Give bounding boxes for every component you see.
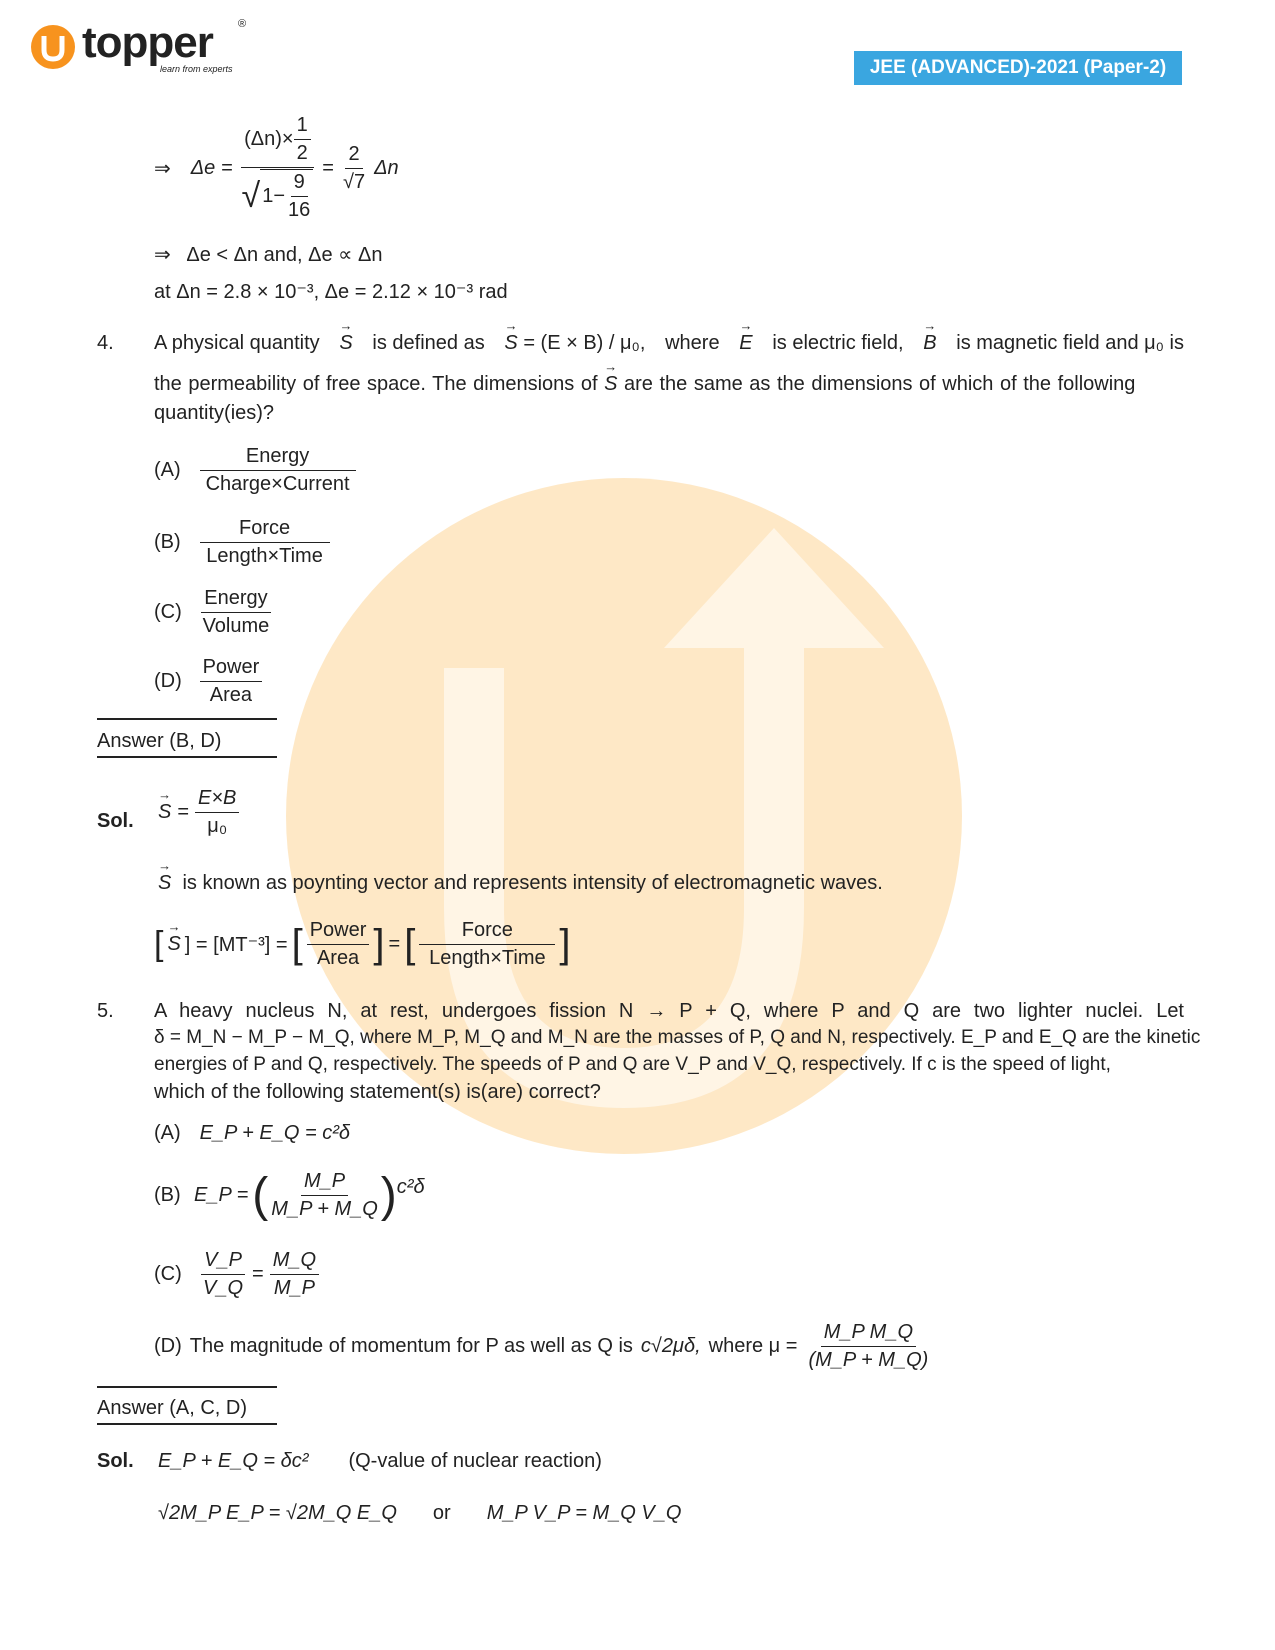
exam-badge: JEE (ADVANCED)-2021 (Paper-2) [854,51,1182,85]
answer-divider [97,718,277,720]
u-logo-icon [30,24,76,70]
delta-relation: ⇒ Δe < Δn and, Δe ∝ Δn [154,244,383,266]
question-5-line4: which of the following statement(s) is(are) correct? [154,1081,601,1103]
answer-q4: Answer (B, D) [97,730,222,752]
q-value-equation: E_P + E_Q = δc² (Q-value of nuclear reaction) [158,1450,602,1472]
delta-values: at Δn = 2.8 × 10⁻³, Δe = 2.12 × 10⁻³ rad [154,281,508,303]
option-b: (B) E_P = ( $\frac{M\_P}{M\_P + M\_Q}$ ) c²δ [154,1169,425,1222]
option-d: (D) $\frac{\text{Power}}{\text{Area}}$ [154,655,262,708]
dimension-equation: [ → S ] = [MT⁻³] = [ $\frac{\text{Power}}{\text{Area}}$ ] = [ $\frac{\text{Force}}{\text{Length×Time}}$ ] [154,918,570,971]
answer-q5: Answer (A, C, D) [97,1397,248,1419]
big-fraction: (Δn)× $\frac{1}{2}$ √ 1− $\frac{9}{16}$ [239,113,317,223]
sol-label: Sol. [97,810,134,832]
delta-e-equation: ⇒ Δe = (Δn)× $\frac{1}{2}$ √ 1− $\frac{9}{16}$ = $\frac{2}{√7}$ Δn [154,114,399,221]
poynting-definition: → S = $\frac{E\times B}{\text{μ₀}}$ [158,786,239,839]
question-5-line2: δ = M_N − M_P − M_Q, where M_P, M_Q and M_N are the masses of P, Q and N, respectively. E_P and E_Q are the kinetic [154,1027,1201,1048]
sol-label: Sol. [97,1450,134,1472]
registered-mark: ® [238,18,247,30]
answer-divider [97,756,277,758]
option-a: (A) $\frac{\text{Energy}}{\text{Charge×Current}}$ [154,444,356,497]
option-b: (B) $\frac{\text{Force}}{\text{Length×Time}}$ [154,516,330,569]
question-number: 5. [97,1000,114,1022]
poynting-explanation: → S is known as poynting vector and represents intensity of electromagnetic waves. [158,872,883,895]
delta-e-lhs: Δe = [190,156,233,179]
answer-divider [97,1386,277,1388]
momentum-equation: √2M_P E_P = √2M_Q E_Q or M_P V_P = M_Q V_Q [158,1502,682,1524]
implies-symbol: ⇒ [154,157,171,180]
answer-divider [97,1423,277,1425]
question-5-line3: energies of P and Q, respectively. The speeds of P and Q are V_P and V_Q, respectively. If c is the speed of light, [154,1054,1111,1075]
question-4-line2: the permeability of free space. The dimensions of → S are the same as the dimensions of which of the following [154,373,1184,396]
option-a: (A) E_P + E_Q = c²δ [154,1122,351,1145]
option-d: (D) The magnitude of momentum for P as well as Q is c√2μδ, where μ = $\frac{\text{M\_P M\_Q}}{(M\_P + M\_Q)}$ [154,1321,929,1371]
question-5-line1: A heavy nucleus N, at rest, undergoes fission N → P + Q, where P and Q are two lighter nuclei. Let [154,1000,1184,1022]
logo-tagline: learn from experts [160,64,233,74]
option-c: (C) $\frac{V\_P}{V\_Q}$ = $\frac{M\_Q}{M\_P}$ [154,1248,319,1301]
question-4-line1: A physical quantity → S is defined as → S = (E × B) / μ₀, where → E is electric field, → B is magnetic field and μ₀ is [154,332,1184,355]
question-4-line3: quantity(ies)? [154,402,275,424]
question-number: 4. [97,332,114,354]
option-c: (C) $\frac{\text{Energy}}{\text{Volume}}$ [154,587,270,637]
logo-text: topper [82,18,213,67]
